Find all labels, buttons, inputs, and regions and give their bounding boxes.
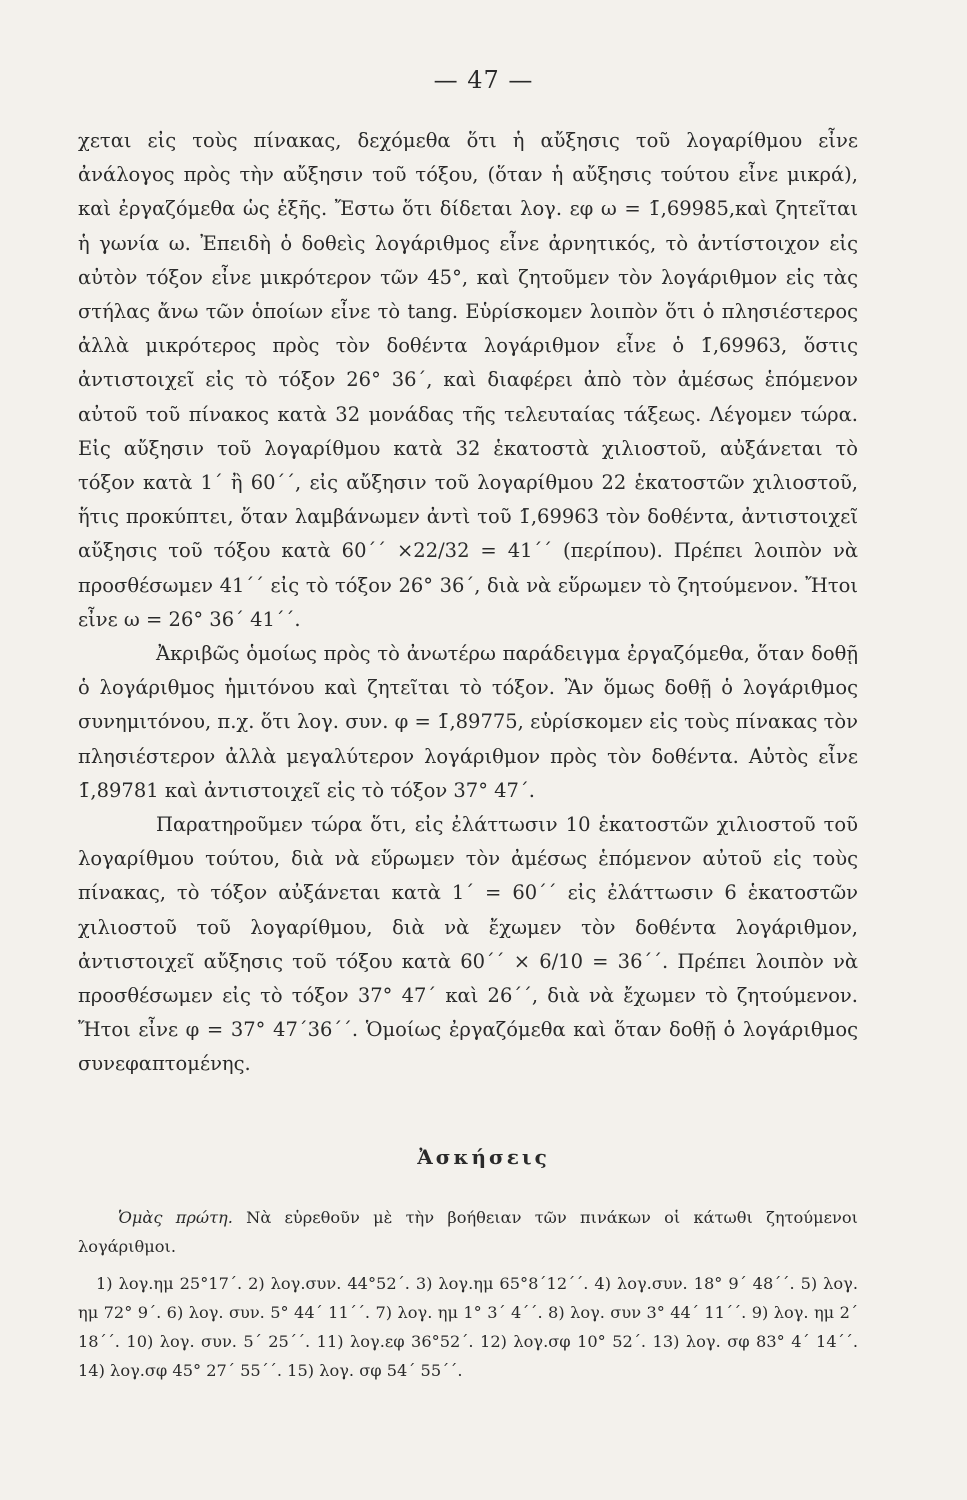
paragraph-3: Παρατηροῦμεν τώρα ὅτι, εἰς ἐλάττωσιν 10 ἑκατοστῶν χιλιοστοῦ τοῦ λογαρίθμου τούτου, διὰ νὰ εὕρωμεν τὸν ἀμέσως ἑπόμενον αὐτοῦ εἰς τοὺς πίνακας, τὸ τόξον αὐξάνεται κατὰ 1΄ = 60΄΄ εἰς ἐλάττωσιν 6 ἑκατοστῶν χιλιοστοῦ τοῦ λογαρίθμου, διὰ νὰ ἔχωμεν τὸν δοθέντα λογάριθμον, ἀντιστοιχεῖ αὔξησις τοῦ τόξου κατὰ 60΄΄ × 6/10 = 36΄΄. Πρέπει λοιπὸν νὰ προσθέσωμεν εἰς τὸ τόξον 37° 47΄ καὶ 26΄΄, διὰ νὰ ἔχωμεν τὸ ζητούμενον. Ἤτοι εἶνε φ = 37° 47΄36΄΄. Ὁμοίως ἐργαζόμεθα καὶ ὅταν δοθῇ ὁ λογάριθμος συνεφαπτομένης.	[78, 813, 858, 1076]
paragraph-1: χεται εἰς τοὺς πίνακας, δεχόμεθα ὅτι ἡ αὔξησις τοῦ λογαρίθμου εἶνε ἀνάλογος πρὸς τὴν αὔξησιν τοῦ τόξου, (ὅταν ἡ αὔξησις τούτου εἶνε μικρά), καὶ ἐργαζόμεθα ὡς ἑξῆς. Ἔστω ὅτι δίδεται λογ. εφ ω = 1̄,69985,καὶ ζητεῖται ἡ γωνία ω. Ἐπειδὴ ὁ δοθεὶς λογάριθμος εἶνε ἀρνητικός, τὸ ἀντίστοιχον εἰς αὐτὸν τόξον εἶνε μικρότερον τῶν 45°, καὶ ζητοῦμεν τὸν λογάριθμον εἰς τὰς στήλας ἄνω τῶν ὁποίων εἶνε τὸ tang. Εὑρίσκομεν λοιπὸν ὅτι ὁ πλησιέστερος ἀλλὰ μικρότερος πρὸς τὸν δοθέντα λογάριθμον εἶνε ὁ 1̄,69963, ὅστις ἀντιστοιχεῖ εἰς τὸ τόξον 26° 36΄, καὶ διαφέρει ἀπὸ τὸν ἀμέσως ἑπόμενον αὐτοῦ τοῦ πίνακος κατὰ 32 μονάδας τῆς τελευταίας τάξεως. Λέγομεν τώρα. Εἰς αὔξησιν τοῦ λογαρίθμου κατὰ 32 ἑκατοστὰ χιλιοστοῦ, αὐξάνεται τὸ τόξον κατὰ 1΄ ἢ 60΄΄, εἰς αὔξησιν τοῦ λογαρίθμου 22 ἑκατοστῶν χιλιοστοῦ, ἥτις προκύπτει, ὅταν λαμβάνωμεν ἀντὶ τοῦ 1̄,69963 τὸν δοθέντα, ἀντιστοιχεῖ αὔξησις τοῦ τόξου κατὰ 60΄΄ ×22/32 = 41΄΄ (περίπου). Πρέπει λοιπὸν νὰ προσθέσωμεν 41΄΄ εἰς τὸ τόξον 26° 36΄, διὰ νὰ εὕρωμεν τὸ ζητούμενον. Ἤτοι εἶνε ω = 26° 36΄ 41΄΄.	[78, 129, 858, 631]
paragraph-2: Ἀκριβῶς ὁμοίως πρὸς τὸ ἀνωτέρω παράδειγμα ἐργαζόμεθα, ὅταν δοθῇ ὁ λογάριθμος ἡμιτόνου καὶ ζητεῖται τὸ τόξον. Ἂν ὅμως δοθῇ ὁ λογάριθμος συνημιτόνου, π.χ. ὅτι λογ. συν. φ = 1̄,89775, εὑρίσκομεν εἰς τοὺς πίνακας τὸν πλησιέστερον ἀλλὰ μεγαλύτερον λογάριθμον πρὸς τὸν δοθέντα. Αὐτὸς εἶνε 1̄,89781 καὶ ἀντιστοιχεῖ εἰς τὸ τόξον 37° 47΄.	[78, 642, 858, 802]
exercise-intro-paragraph	[78, 1203, 858, 1261]
main-text	[78, 124, 858, 1082]
exercise-list: 1) λογ.ημ 25°17΄. 2) λογ.συν. 44°52΄. 3) λογ.ημ 65°8΄12΄΄. 4) λογ.συν. 18° 9΄ 48΄΄. 5) λογ. ημ 72° 9΄. 6) λογ. συν. 5° 44΄ 11΄΄. 7) λογ. ημ 1° 3΄ 4΄΄. 8) λογ. συν 3° 44΄ 11΄΄. 9) λογ. ημ 2΄ 18΄΄. 10) λογ. συν. 5΄ 25΄΄. 11) λογ.εφ 36°52΄. 12) λογ.σφ 10° 52΄. 13) λογ. σφ 83° 4΄ 14΄΄. 14) λογ.σφ 45° 27΄ 55΄΄. 15) λογ. σφ 54΄ 55΄΄.	[78, 1274, 858, 1380]
exercise-intro-text: Νὰ εὑρεθοῦν μὲ τὴν βοήθειαν τῶν πινάκων οἱ κάτωθι ζητούμενοι λογάριθμοι.	[78, 1208, 858, 1256]
exercise-section	[78, 1203, 858, 1385]
exercise-group-label: Ὁμὰς πρώτη.	[118, 1208, 233, 1227]
page-number: — 47 —	[433, 66, 534, 94]
exercises-heading: Ἀσκήσεις	[417, 1145, 550, 1169]
